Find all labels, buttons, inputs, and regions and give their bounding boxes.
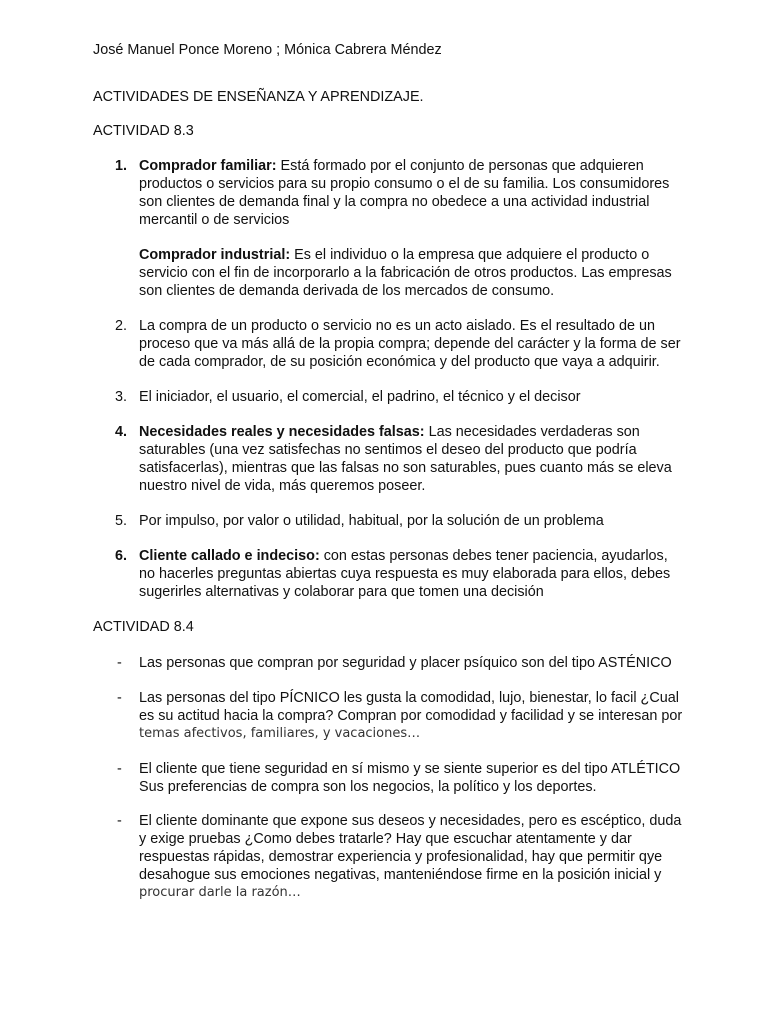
- item-text: [139, 512, 679, 530]
- item-text-line: y exige pruebas ¿Como debes tratarle? Hay que escuchar atentamente y dar: [139, 831, 632, 847]
- item-text: [139, 388, 679, 406]
- item-text: [139, 812, 682, 902]
- item-number: 6.: [115, 548, 128, 564]
- bullet-dash: -: [117, 655, 122, 671]
- item-text-line: Está formado por el conjunto de personas que adquieren: [276, 158, 644, 174]
- item-subtext: [139, 246, 679, 300]
- item-number: 1.: [115, 158, 128, 174]
- bullet-dash: -: [117, 813, 122, 829]
- item-text-line: El cliente que tiene seguridad en sí mismo y se siente superior es del tipo ATLÉTICO: [139, 761, 681, 777]
- item-text: [139, 760, 679, 796]
- item-number: 2.: [115, 318, 128, 334]
- item-number: 4.: [115, 424, 128, 440]
- item-text-line: son clientes de demanda final y la compra no obedece a una actividad industrial: [139, 194, 650, 210]
- item-text-line: no hacerles preguntas abiertas cuya respuesta es muy elaborada para ellos, debes: [139, 566, 671, 582]
- item-text-line: con estas personas debes tener paciencia, ayudarlos,: [319, 548, 668, 564]
- item-text-line: sugerirles alternativas y colaborar para que tomen una decisión: [139, 584, 544, 600]
- item-text-line: El cliente dominante que expone sus deseos y necesidades, pero es escéptico, duda: [139, 813, 682, 829]
- item-text-line: satisfacerlas), mientras que las falsas no son saturables, pues cuanto más se eleva: [139, 460, 672, 476]
- bullet-dash: -: [117, 690, 122, 706]
- activity-8-4-heading: ACTIVIDAD 8.4: [93, 619, 194, 635]
- item-text: [139, 157, 679, 229]
- item-text: [139, 423, 679, 495]
- item-text-line: El iniciador, el usuario, el comercial, el padrino, el técnico y el decisor: [139, 389, 581, 405]
- item-text-line: proceso que va más allá de la propia compra; depende del carácter y la forma de ser: [139, 336, 681, 352]
- item-text-line: servicio con el fin de incorporarlo a la fabricación de otros productos. Las empresas: [139, 265, 672, 281]
- item-term: Comprador familiar:: [139, 158, 277, 174]
- item-text-line: Las personas que compran por seguridad y placer psíquico son del tipo ASTÉNICO: [139, 655, 672, 671]
- item-text-line: Es el individuo o la empresa que adquiere el producto o: [290, 247, 650, 263]
- item-text-line: nuestro nivel de vida, más queremos poseer.: [139, 478, 426, 494]
- item-text-line: desahogue sus emociones negativas, manteniéndose firme en la posición inicial y: [139, 867, 662, 883]
- item-number: 5.: [115, 513, 128, 529]
- item-text-line: es su actitud hacia la compra? Compran por comodidad y facilidad y se interesan por: [139, 708, 683, 724]
- item-text: [139, 547, 679, 601]
- item-text-line: temas afectivos, familiares, y vacaciones…: [139, 726, 421, 741]
- item-text-line: productos o servicios para su propio consumo o el de su familia. Los consumidores: [139, 176, 670, 192]
- item-term: Cliente callado e indeciso:: [139, 548, 320, 564]
- item-term: Necesidades reales y necesidades falsas:: [139, 424, 425, 440]
- document-title: ACTIVIDADES DE ENSEÑANZA Y APRENDIZAJE.: [93, 89, 424, 105]
- item-text-line: procurar darle la razón…: [139, 885, 301, 900]
- bullet-dash: -: [117, 761, 122, 777]
- item-text-line: mercantil o de servicios: [139, 212, 290, 228]
- authors-line: José Manuel Ponce Moreno ; Mónica Cabrera Méndez: [93, 42, 442, 58]
- item-text-line: Las personas del tipo PÍCNICO les gusta la comodidad, lujo, bienestar, lo facil ¿Cual: [139, 690, 679, 706]
- item-text-line: La compra de un producto o servicio no es un acto aislado. Es el resultado de un: [139, 318, 655, 334]
- item-text-line: Por impulso, por valor o utilidad, habitual, por la solución de un problema: [139, 513, 604, 529]
- item-text-line: Las necesidades verdaderas son: [424, 424, 640, 440]
- item-sub-term: Comprador industrial:: [139, 247, 291, 263]
- item-text-line: Sus preferencias de compra son los negocios, la político y los deportes.: [139, 779, 597, 795]
- item-number: 3.: [115, 389, 128, 405]
- item-text: [139, 317, 679, 371]
- item-text: [139, 689, 683, 743]
- item-text-line: saturables (una vez satisfechas no sentimos el deseo del producto que podría: [139, 442, 637, 458]
- item-text-line: respuestas rápidas, demostrar experiencia y profesionalidad, hay que permitir qye: [139, 849, 663, 865]
- activity-8-3-heading: ACTIVIDAD 8.3: [93, 123, 194, 139]
- item-text-line: son clientes de demanda derivada de los mercados de consumo.: [139, 283, 555, 299]
- item-text-line: de cada comprador, de su posición económica y del producto que vaya a adquirir.: [139, 354, 660, 370]
- item-text: [139, 654, 679, 672]
